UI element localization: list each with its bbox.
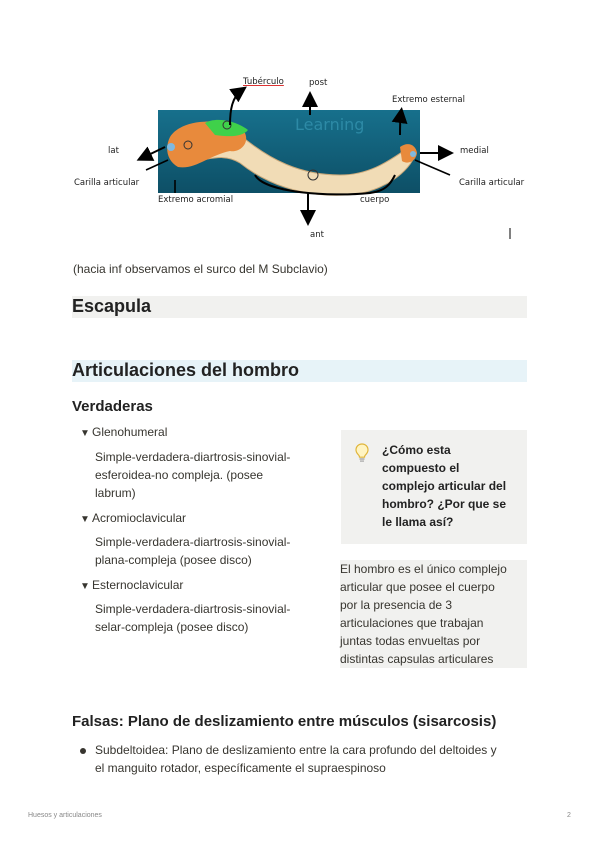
triangle-down-icon[interactable]: ▼ bbox=[80, 514, 90, 525]
carilla-right-line bbox=[415, 160, 450, 175]
heading-articulaciones-text: Articulaciones del hombro bbox=[72, 360, 300, 380]
answer-line: articulaciones que trabajan bbox=[340, 616, 484, 630]
label-post: post bbox=[309, 78, 328, 88]
lightbulb-icon bbox=[355, 443, 369, 463]
heading-falsas: Falsas: Plano de deslizamiento entre músculos (sisarcosis) bbox=[72, 713, 497, 730]
label-lat: lat bbox=[108, 146, 119, 156]
label-extremo-acromial: Extremo acromial bbox=[158, 195, 234, 205]
answer-line: juntas todas envueltas por bbox=[340, 634, 481, 648]
heading-verdaderas: Verdaderas bbox=[72, 398, 153, 415]
toggle-line: Simple-verdadera-diartrosis-sinovial- bbox=[95, 535, 291, 549]
bullet-line: el manguito rotador, específicamente el supraespinoso bbox=[95, 761, 386, 775]
bullet-item-cont bbox=[95, 759, 386, 777]
bullet-line: Subdeltoidea: Plano de deslizamiento entre la cara profundo del deltoides y bbox=[95, 743, 497, 757]
toggle-line: labrum) bbox=[95, 486, 136, 500]
toggle-glenohumeral[interactable] bbox=[80, 425, 167, 439]
label-carilla-left: Carilla articular bbox=[74, 178, 140, 188]
clavicle-figure bbox=[70, 75, 530, 250]
label-ant: ant bbox=[310, 230, 324, 240]
toggle-content bbox=[95, 600, 290, 636]
footer-title: Huesos y articulaciones bbox=[28, 812, 102, 819]
heading-escapula-text: Escapula bbox=[72, 296, 152, 316]
label-medial: medial bbox=[460, 146, 489, 156]
toggle-line: plana-compleja (posee disco) bbox=[95, 553, 252, 567]
toggle-title: Esternoclavicular bbox=[92, 578, 184, 592]
toggle-content bbox=[95, 533, 290, 569]
triangle-down-icon[interactable]: ▼ bbox=[80, 581, 90, 592]
answer-text bbox=[340, 560, 525, 668]
answer-line: distintas capsulas articulares bbox=[340, 652, 494, 666]
toggle-title: Glenohumeral bbox=[92, 425, 168, 439]
callout-line: ¿Cómo esta bbox=[382, 443, 451, 457]
callout-line: hombro? ¿Por que se bbox=[382, 497, 507, 511]
answer-line: por la presencia de 3 bbox=[340, 598, 453, 612]
figure-caption: (hacia inf observamos el surco del M Subclavio) bbox=[73, 262, 328, 276]
toggle-title: Acromioclavicular bbox=[92, 511, 187, 525]
toggle-content bbox=[95, 448, 290, 502]
callout-question bbox=[382, 441, 522, 531]
heading-articulaciones bbox=[72, 360, 527, 382]
page-number: 2 bbox=[567, 812, 571, 819]
toggle-line: Simple-verdadera-diartrosis-sinovial- bbox=[95, 450, 291, 464]
label-extremo-esternal: Extremo esternal bbox=[392, 95, 465, 105]
callout-answer bbox=[340, 560, 527, 668]
label-tuberculo: Tubérculo bbox=[243, 77, 284, 87]
callout-box bbox=[341, 430, 527, 544]
heading-escapula bbox=[72, 296, 527, 318]
toggle-line: esferoidea-no compleja. (posee bbox=[95, 468, 264, 482]
toggle-acromioclavicular[interactable] bbox=[80, 511, 186, 525]
watermark-text: Learning bbox=[295, 115, 365, 134]
toggle-esternoclavicular[interactable] bbox=[80, 578, 183, 592]
bullet-item bbox=[95, 741, 535, 759]
label-cuerpo: cuerpo bbox=[360, 195, 390, 205]
sternal-facet bbox=[410, 151, 416, 157]
answer-line: El hombro es el único complejo bbox=[340, 562, 507, 576]
bullet-dot-icon bbox=[80, 748, 86, 754]
answer-line: articular que posee el cuerpo bbox=[340, 580, 495, 594]
triangle-down-icon[interactable]: ▼ bbox=[80, 428, 90, 439]
callout-line: compuesto el bbox=[382, 461, 460, 475]
toggle-line: Simple-verdadera-diartrosis-sinovial- bbox=[95, 602, 291, 616]
callout-line: complejo articular del bbox=[382, 479, 507, 493]
acromial-facet bbox=[167, 143, 175, 151]
esternal-arrow bbox=[400, 113, 401, 135]
label-carilla-right: Carilla articular bbox=[459, 178, 525, 188]
callout-line: le llama así? bbox=[382, 515, 454, 529]
toggle-line: selar-compleja (posee disco) bbox=[95, 620, 249, 634]
